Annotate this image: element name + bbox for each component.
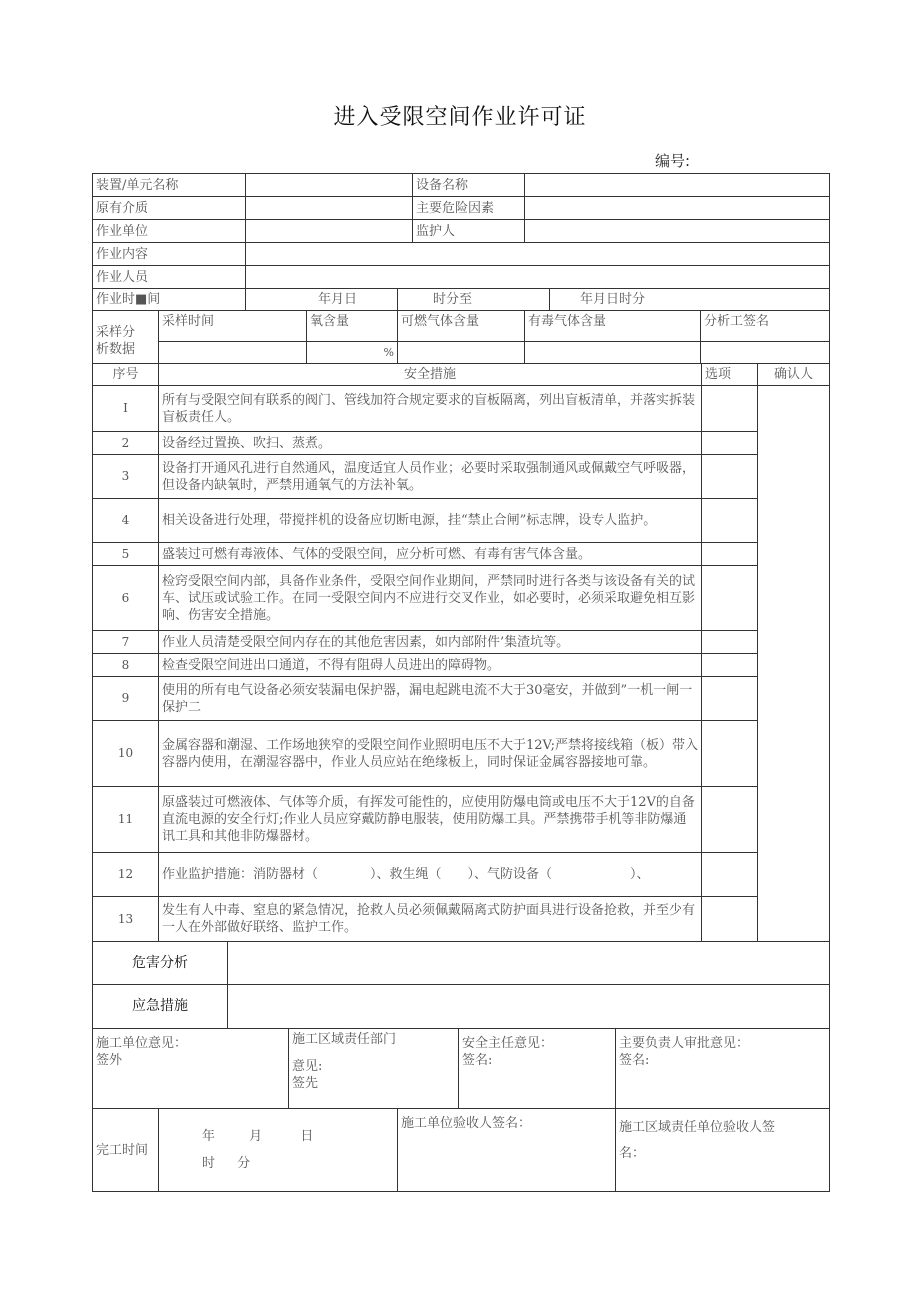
- measure-text: 检查受限空间进出口通道，不得有阻碍人员进出的障碍物。: [159, 654, 702, 677]
- flammable-gas-field[interactable]: [398, 342, 525, 364]
- approval-table: [92, 1028, 830, 1109]
- completion-time-label: 完工时间: [93, 1109, 159, 1192]
- measure-row: [93, 853, 830, 897]
- sampling-label-line1: 采样分: [96, 325, 136, 340]
- measures-header: 安全措施: [159, 364, 702, 386]
- measure-option-cell[interactable]: [702, 499, 758, 543]
- page-title: 进入受限空间作业许可证: [333, 105, 587, 130]
- measure-row: [93, 455, 830, 499]
- completion-year: 年: [202, 1129, 216, 1144]
- completion-table: [92, 1108, 830, 1192]
- equipment-name-field[interactable]: [525, 174, 830, 197]
- measure-text: 所有与受限空间有联系的阀门、管线加符合规定要求的盲板隔离，列出盲板清单，并落实拆装盲板责任人。: [159, 386, 702, 432]
- oxygen-content-field[interactable]: [307, 342, 398, 364]
- sampling-time-field[interactable]: [159, 342, 307, 364]
- measure-text: 盛装过可燃有毒液体、气体的受限空间，应分析可燃、有毒有害气体含量。: [159, 543, 702, 566]
- sampling-label: [93, 311, 159, 364]
- leader-opinion-label: 主要负责人审批意见：: [619, 1036, 750, 1051]
- construction-opinion-cell[interactable]: [93, 1029, 289, 1109]
- measure-text: 设备经过置换、吹扫、蒸煮。: [159, 432, 702, 455]
- measure-row: [93, 677, 830, 721]
- measure-number: I: [93, 386, 159, 432]
- measure-number: 4: [93, 499, 159, 543]
- measure-option-cell[interactable]: [702, 543, 758, 566]
- work-time-label: 作业时■间: [93, 289, 246, 311]
- leader-opinion-cell[interactable]: [616, 1029, 830, 1109]
- measure-row: [93, 543, 830, 566]
- construction-signature-label: 签外: [96, 1053, 123, 1068]
- completion-minute: 分: [237, 1156, 251, 1171]
- measure-option-cell[interactable]: [702, 787, 758, 853]
- hazard-analysis-field[interactable]: [228, 942, 830, 985]
- completion-month: 月: [249, 1129, 263, 1144]
- work-unit-label: 作业单位: [93, 220, 246, 243]
- oxygen-content-header: 氧含量: [307, 311, 398, 342]
- measure-number: 7: [93, 631, 159, 654]
- basic-info-table: [92, 173, 830, 289]
- sampling-label-line2: 析数据: [96, 342, 136, 357]
- work-personnel-field[interactable]: [246, 266, 830, 289]
- safety-opinion-cell[interactable]: [459, 1029, 616, 1109]
- toxic-gas-field[interactable]: [525, 342, 701, 364]
- equipment-name-label: 设备名称: [413, 174, 525, 197]
- measure-row: [93, 631, 830, 654]
- measure-text: 相关设备进行处理，带搅拌机的设备应切断电源，挂“禁止合闸”标志牌，设专人监护。: [159, 499, 702, 543]
- option-header: 选项: [702, 364, 758, 386]
- measure-text: 检窍受限空间内部，具备作业条件，受限空间作业期间，严禁同时进行各类与该设备有关的试车、试压或试验工作。在同一受限空间内不应进行交叉作业，如必要时，必须采取避免相互影响、伤害安全措施。: [159, 566, 702, 631]
- measure-option-cell[interactable]: [702, 654, 758, 677]
- medium-field[interactable]: [246, 197, 413, 220]
- analyst-signature-field[interactable]: [701, 342, 830, 364]
- measure-number: 5: [93, 543, 159, 566]
- work-time-end[interactable]: 年月日时分: [550, 289, 830, 311]
- safety-measures-table: [92, 363, 830, 942]
- hazard-emergency-table: [92, 941, 830, 1029]
- measure-number: 10: [93, 721, 159, 787]
- measure-option-cell[interactable]: [702, 432, 758, 455]
- measure-option-cell[interactable]: [702, 721, 758, 787]
- measure-text: 金属容器和潮湿、工作场地狭窄的受限空间作业照明电压不大于12V;严禁将接线箱（板）带入容器内使用，在潮湿容器中，作业人员应站在绝缘板上，同时保证金属容器接地可靠。: [159, 721, 702, 787]
- guardian-label: 监护人: [413, 220, 525, 243]
- measure-number: 13: [93, 897, 159, 942]
- construction-opinion-label: 施工单位意见：: [96, 1036, 188, 1051]
- confirm-person-cell[interactable]: [758, 386, 830, 942]
- percent-unit: %: [383, 346, 394, 359]
- hazard-factor-label: 主要危险因素: [413, 197, 525, 220]
- measure-option-cell[interactable]: [702, 455, 758, 499]
- area-acceptor-label-line1: 施工区域责任单位验收人签: [619, 1120, 776, 1135]
- sampling-table: [92, 310, 830, 364]
- unit-name-field[interactable]: [246, 174, 413, 197]
- area-dept-opinion-line2: 意见:: [292, 1059, 323, 1074]
- work-content-field[interactable]: [246, 243, 830, 266]
- construction-acceptor-cell[interactable]: [398, 1109, 616, 1192]
- measure-text: 设备打开通风孔进行自然通风，温度适宜人员作业；必要时采取强制通风或佩戴空气呼吸器，但设备内缺氧时，严禁用通氧气的方法补氧。: [159, 455, 702, 499]
- hazard-analysis-label: 危害分析: [93, 942, 228, 985]
- measure-row: [93, 499, 830, 543]
- area-dept-signature-label: 签先: [292, 1076, 319, 1091]
- construction-acceptor-label: 施工单位验收人签名：: [401, 1116, 532, 1131]
- measure-text: 作业人员清楚受限空间内存在的其他危害因素，如内部附件’集渣坑等。: [159, 631, 702, 654]
- confirm-header: 确认人: [758, 364, 830, 386]
- toxic-gas-header: 有毒气体含量: [525, 311, 701, 342]
- flammable-gas-header: 可燃气体含量: [398, 311, 525, 342]
- sampling-time-header: 采样时间: [159, 311, 307, 342]
- area-acceptor-cell[interactable]: [616, 1109, 830, 1192]
- measure-option-cell[interactable]: [702, 897, 758, 942]
- work-time-table: [92, 288, 830, 311]
- hazard-factor-field[interactable]: [525, 197, 830, 220]
- measure-option-cell[interactable]: [702, 677, 758, 721]
- work-personnel-label: 作业人员: [93, 266, 246, 289]
- measure-number: 8: [93, 654, 159, 677]
- measure-option-cell[interactable]: [702, 566, 758, 631]
- serial-number-label: 编号:: [655, 152, 691, 170]
- measure-text: 原盛装过可燃液体、气体等介质，有挥发可能性的，应使用防爆电筒或电压不大于12V的自备直流电源的安全行灯;作业人员应穿戴防静电服装，使用防爆工具。严禁携带手机等非防爆通讯工具和其他非防爆器材。: [159, 787, 702, 853]
- safety-signature-label: 签名:: [462, 1053, 493, 1068]
- measure-number: 6: [93, 566, 159, 631]
- area-acceptor-label-line2: 名：: [619, 1146, 646, 1161]
- measure-text: 作业监护措施：消防器材（ ）、救生绳（ ）、气防设备（ ）、: [159, 853, 702, 897]
- completion-time-field[interactable]: [159, 1109, 398, 1192]
- unit-name-label: 装置/单元名称: [93, 174, 246, 197]
- measure-number: 12: [93, 853, 159, 897]
- measure-row: [93, 432, 830, 455]
- measure-row: [93, 654, 830, 677]
- seq-header: 序号: [93, 364, 159, 386]
- work-time-start-time[interactable]: 时分至: [398, 289, 550, 311]
- work-time-start-date[interactable]: 年月日: [246, 289, 398, 311]
- medium-label: 原有介质: [93, 197, 246, 220]
- measure-option-cell[interactable]: [702, 853, 758, 897]
- work-content-label: 作业内容: [93, 243, 246, 266]
- analyst-signature-header: 分析工签名: [701, 311, 830, 342]
- measure-row: [93, 787, 830, 853]
- emergency-measures-field[interactable]: [228, 985, 830, 1029]
- measure-number: 3: [93, 455, 159, 499]
- area-dept-opinion-line1: 施工区域责任部门: [292, 1032, 397, 1047]
- guardian-field[interactable]: [525, 220, 830, 243]
- measure-number: 9: [93, 677, 159, 721]
- area-dept-opinion-cell[interactable]: [289, 1029, 459, 1109]
- emergency-measures-label: 应急措施: [93, 985, 228, 1029]
- measure-number: 2: [93, 432, 159, 455]
- work-unit-field[interactable]: [246, 220, 413, 243]
- measure-option-cell[interactable]: [702, 631, 758, 654]
- measure-row: [93, 721, 830, 787]
- measure-row: [93, 566, 830, 631]
- completion-day: 日: [300, 1129, 314, 1144]
- completion-hour: 时: [202, 1156, 216, 1171]
- leader-signature-label: 签名:: [619, 1053, 650, 1068]
- measure-option-cell[interactable]: [702, 386, 758, 432]
- measure-row: [93, 386, 830, 432]
- measure-row: [93, 897, 830, 942]
- safety-opinion-label: 安全主任意见：: [462, 1036, 554, 1051]
- measure-text: 发生有人中毒、窒息的紧急情况，抢救人员必须佩戴隔离式防护面具进行设备抢救，并至少有一人在外部做好联络、监护工作。: [159, 897, 702, 942]
- measure-text: 使用的所有电气设备必须安装漏电保护器，漏电起跳电流不大于30毫安，并做到”一机一闸一保护二: [159, 677, 702, 721]
- measure-number: 11: [93, 787, 159, 853]
